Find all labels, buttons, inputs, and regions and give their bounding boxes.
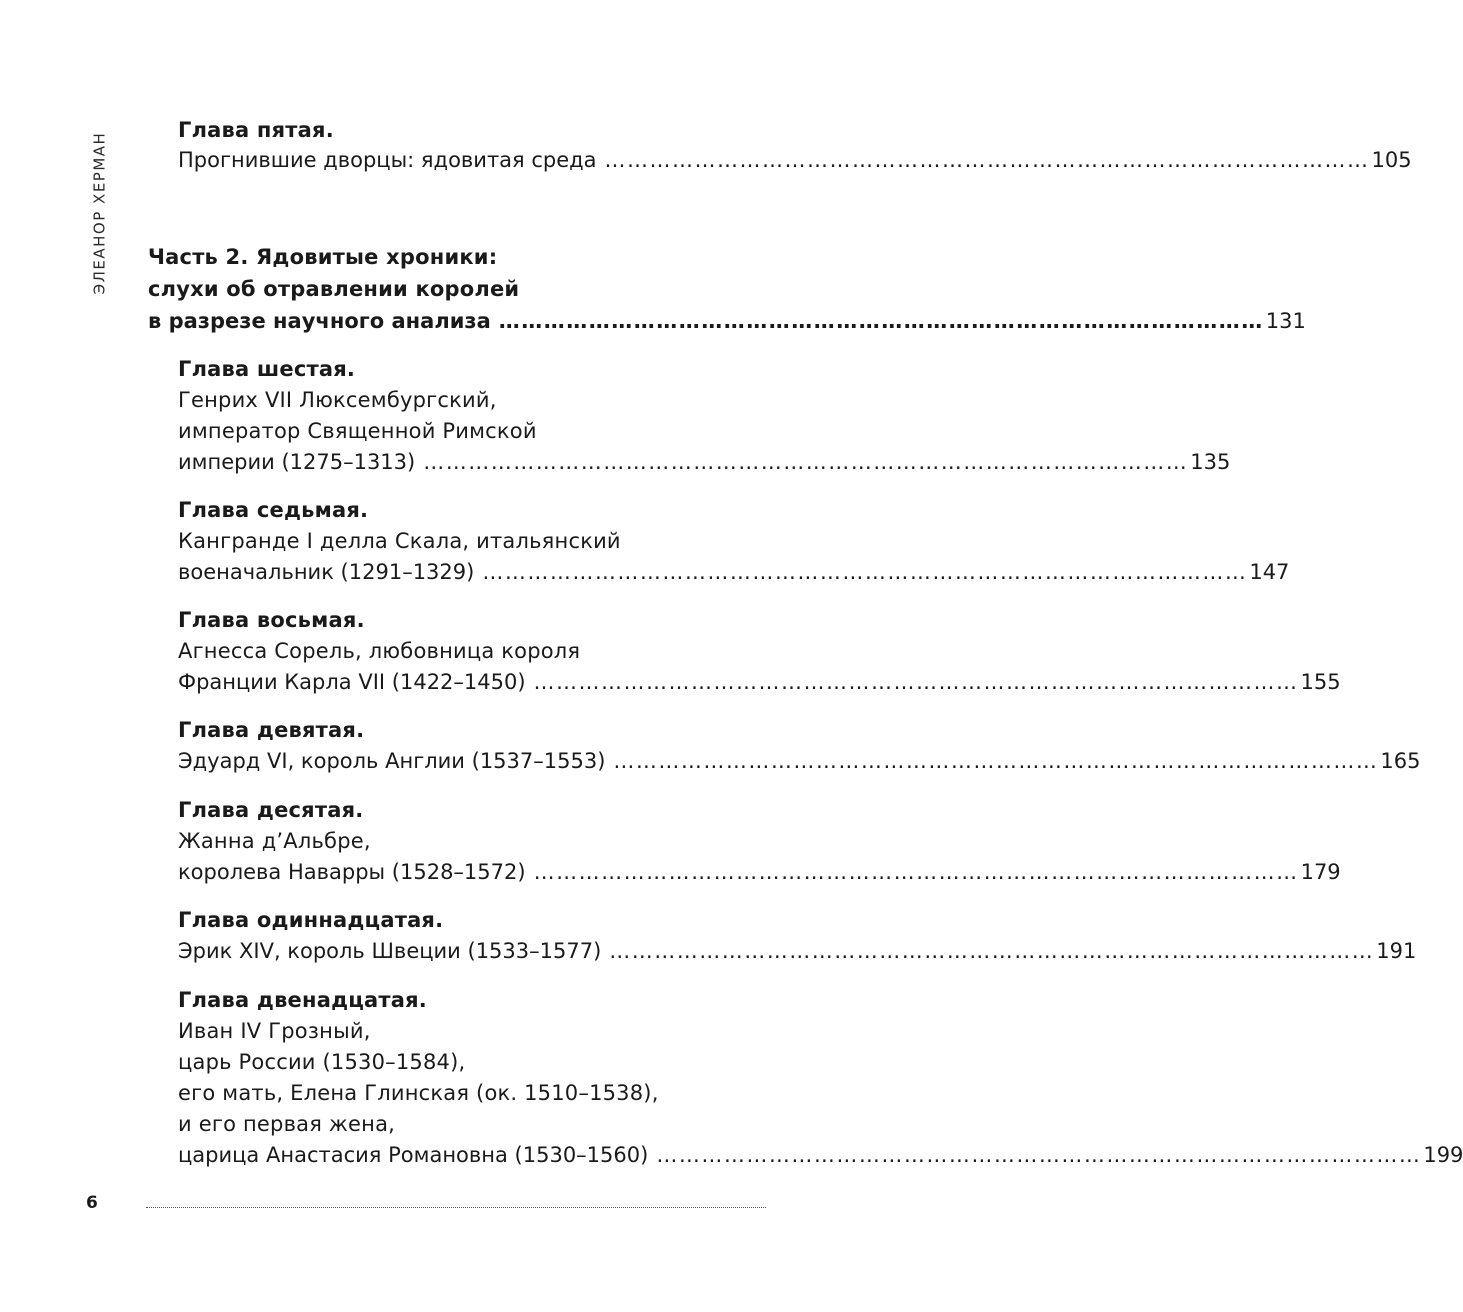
dot-leader: …………………………………………………………………………………………	[613, 749, 1379, 773]
dot-leader: …………………………………………………………………………………………	[656, 1143, 1422, 1167]
chapter-heading-line: и его первая жена,	[178, 1112, 396, 1136]
page-ref: 165	[1380, 749, 1421, 773]
chapter-title: Глава одиннадцатая.	[178, 908, 444, 932]
chapter-heading-line: Иван IV Грозный,	[178, 1019, 371, 1043]
page-footer	[86, 1188, 766, 1218]
chapter-heading-line: его мать, Елена Глинская (ок. 1510–1538),	[178, 1081, 659, 1105]
chapter-heading-line: военачальник (1291–1329)	[178, 560, 475, 584]
running-head-text: ЭЛЕАНОР ХЕРМАН	[90, 131, 108, 295]
footer-dotted-rule	[146, 1207, 766, 1208]
part-heading-line: Часть 2. Ядовитые хроники:	[148, 245, 498, 269]
chapter-heading-line: Прогнившие дворцы: ядовитая среда	[178, 148, 597, 172]
dot-leader: …………………………………………………………………………………………	[498, 309, 1264, 333]
toc-entry-last-line	[178, 857, 1341, 887]
chapter-heading-line: царица Анастасия Романовна (1530–1560)	[178, 1143, 649, 1167]
part-heading-line: слухи об отравлении королей	[148, 277, 520, 301]
toc-entry-last-line	[178, 1140, 1463, 1170]
dot-leader: …………………………………………………………………………………………	[604, 148, 1370, 172]
dot-leader: …………………………………………………………………………………………	[609, 939, 1375, 963]
chapter-heading-line: Эдуард VI, король Англии (1537–1553)	[178, 749, 606, 773]
page-ref: 179	[1300, 860, 1341, 884]
chapter-heading-line: император Священной Римской	[178, 419, 537, 443]
chapter-heading-line: Франции Карла VII (1422–1450)	[178, 670, 526, 694]
chapter-title: Глава девятая.	[178, 718, 365, 742]
toc-entry-last-line	[178, 936, 1417, 966]
toc-entry-last-line	[178, 667, 1341, 697]
chapter-heading-line: Жанна д’Альбре,	[178, 829, 371, 853]
chapter-heading-line: империи (1275–1313)	[178, 450, 416, 474]
dot-leader: …………………………………………………………………………………………	[482, 560, 1248, 584]
page-ref: 199	[1423, 1143, 1463, 1167]
page-number: 6	[86, 1193, 98, 1213]
dot-leader: …………………………………………………………………………………………	[533, 670, 1299, 694]
chapter-heading-line: Агнесса Сорель, любовница короля	[178, 639, 581, 663]
chapter-title: Глава шестая.	[178, 357, 356, 381]
toc-entry-last-line	[178, 746, 1421, 776]
page-ref: 131	[1265, 309, 1306, 333]
page-ref: 135	[1190, 450, 1231, 474]
page-ref: 105	[1371, 148, 1412, 172]
page-ref: 155	[1300, 670, 1341, 694]
chapter-heading-line: королева Наварры (1528–1572)	[178, 860, 526, 884]
chapter-heading-line: Генрих VII Люксембургский,	[178, 388, 497, 412]
page-ref: 147	[1249, 560, 1290, 584]
chapter-heading-line: Кангранде I делла Скала, итальянский	[178, 529, 621, 553]
chapter-heading-line: Эрик XIV, король Швеции (1533–1577)	[178, 939, 602, 963]
chapter-heading-line: царь России (1530–1584),	[178, 1050, 466, 1074]
chapter-title: Глава пятая.	[178, 118, 334, 142]
chapter-title: Глава двенадцатая.	[178, 988, 427, 1012]
toc-entry-last-line	[178, 145, 1412, 175]
chapter-title: Глава седьмая.	[178, 498, 369, 522]
dot-leader: …………………………………………………………………………………………	[533, 860, 1299, 884]
dot-leader: …………………………………………………………………………………………	[423, 450, 1189, 474]
toc-entry-last-line	[178, 557, 1290, 587]
toc-entry-last-line	[148, 306, 1306, 336]
running-head	[84, 118, 114, 308]
chapter-title: Глава десятая.	[178, 798, 364, 822]
page-ref: 191	[1376, 939, 1417, 963]
toc-entry-last-line	[178, 447, 1231, 477]
part-heading-line: в разрезе научного анализа	[148, 309, 491, 333]
chapter-title: Глава восьмая.	[178, 608, 365, 632]
